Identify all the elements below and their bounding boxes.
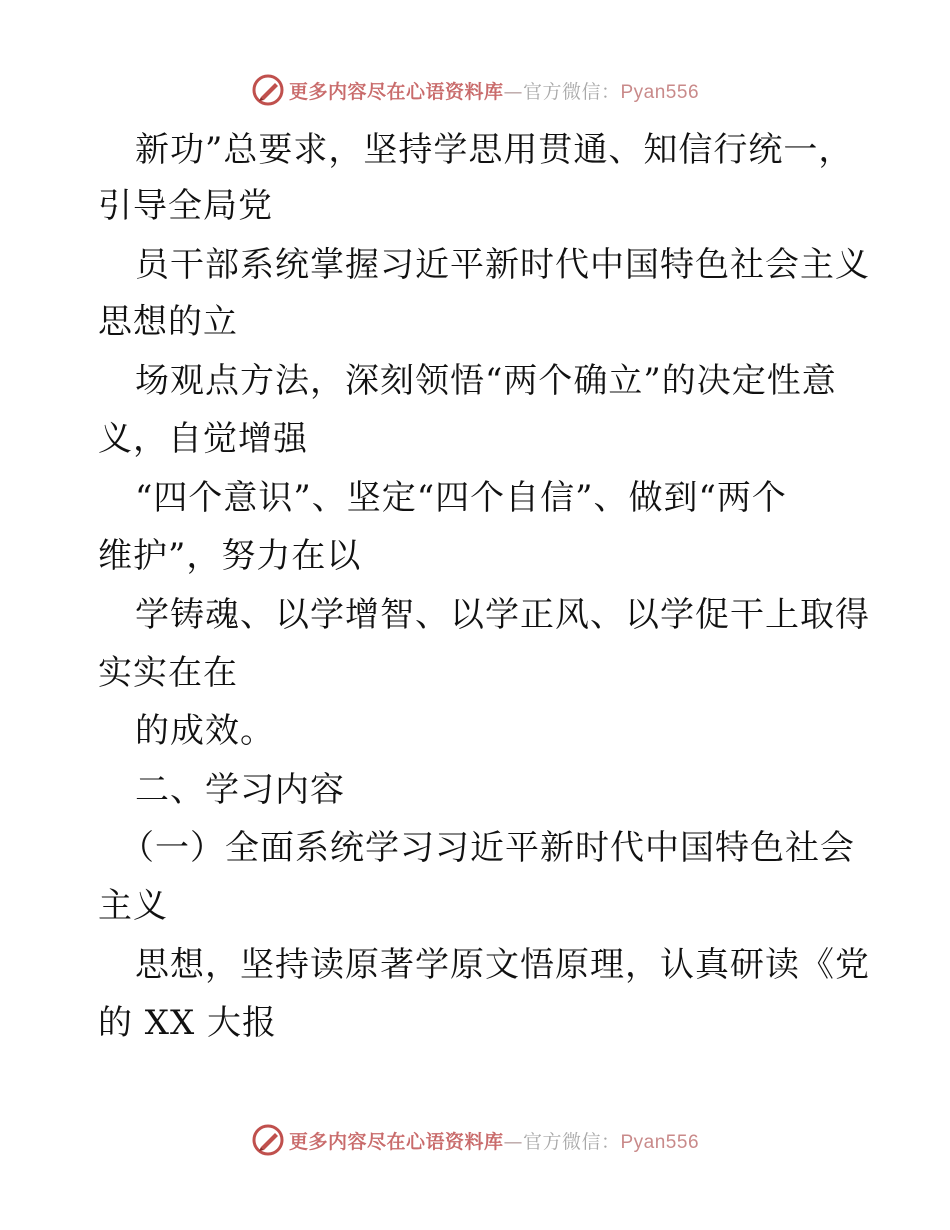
pen-logo-icon (251, 1123, 285, 1157)
watermark-separator: — (503, 1130, 523, 1153)
watermark-account: Pyan556 (620, 81, 700, 103)
text-line: 学铸魂、以学增智、以学正风、以学促干上取得 (135, 595, 870, 635)
watermark-text (289, 1127, 699, 1154)
text-line: 的成效。 (135, 711, 275, 751)
watermark-label: 官方微信： (522, 80, 621, 103)
text-line: 思想，坚持读原著学原文悟原理，认真研读《党 (135, 945, 870, 985)
subsection-heading: （一）全面系统学习习近平新时代中国特色社会 (120, 828, 855, 868)
text-line: 实实在在 (98, 653, 238, 693)
text-line: 新功”总要求，坚持学思用贯通、知信行统一， (135, 130, 854, 170)
text-line: 维护”，努力在以 (98, 536, 362, 576)
text-line: 的 XX 大报 (98, 1003, 278, 1043)
text-line: “四个意识”、坚定“四个自信”、做到“两个 (135, 478, 787, 518)
watermark-account: Pyan556 (620, 1131, 700, 1153)
text-line: 思想的立 (98, 302, 238, 342)
pen-logo-icon (251, 73, 285, 107)
text-line: 员干部系统掌握习近平新时代中国特色社会主义 (135, 245, 870, 285)
section-heading: 二、学习内容 (135, 770, 345, 810)
watermark-brand: 更多内容尽在心语资料库 (288, 1130, 504, 1153)
watermark-brand: 更多内容尽在心语资料库 (288, 80, 504, 103)
text-line: 引导全局党 (98, 186, 273, 226)
watermark-text (289, 77, 699, 104)
watermark-label: 官方微信： (522, 1130, 621, 1153)
footer-watermark (0, 1120, 950, 1160)
text-line: 场观点方法，深刻领悟“两个确立”的决定性意 (135, 361, 837, 401)
text-line: 主义 (98, 886, 168, 926)
watermark-separator: — (503, 80, 523, 103)
header-watermark (0, 70, 950, 110)
text-line: 义，自觉增强 (98, 419, 308, 459)
